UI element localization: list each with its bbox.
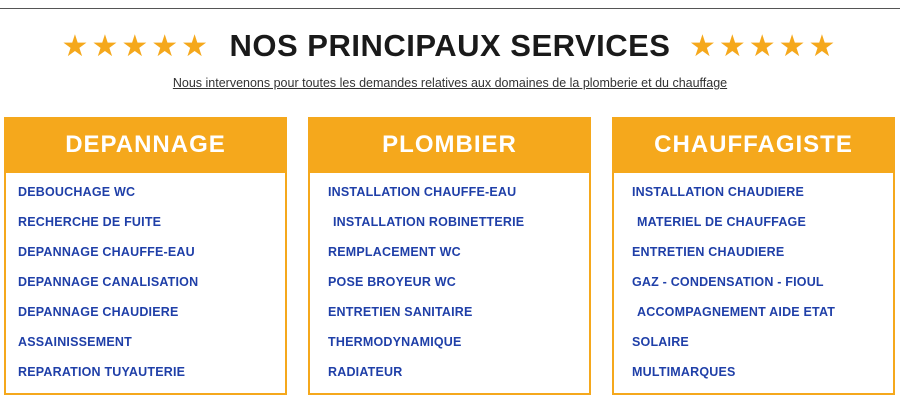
list-item[interactable]: THERMODYNAMIQUE <box>328 335 462 349</box>
page-title: NOS PRINCIPAUX SERVICES <box>229 28 671 63</box>
list-item[interactable]: ACCOMPAGNEMENT AIDE ETAT <box>637 305 836 319</box>
list-item[interactable]: MATERIEL DE CHAUFFAGE <box>637 215 807 229</box>
page-subtitle: Nous intervenons pour toutes les demandes relatives aux domaines de la plomberie et du chauffage <box>172 76 728 90</box>
service-card-depannage <box>4 117 287 395</box>
list-item[interactable]: DEBOUCHAGE WC <box>18 185 136 199</box>
list-item[interactable]: REMPLACEMENT WC <box>328 245 461 259</box>
service-card-plombier <box>308 117 591 395</box>
list-item[interactable]: SOLAIRE <box>632 335 689 349</box>
service-card-chauffagiste <box>612 117 895 395</box>
list-item[interactable]: ASSAINISSEMENT <box>18 335 132 349</box>
list-item[interactable]: INSTALLATION CHAUFFE-EAU <box>328 185 517 199</box>
service-columns <box>0 117 900 397</box>
list-item[interactable]: ENTRETIEN CHAUDIERE <box>632 245 785 259</box>
list-item[interactable]: INSTALLATION CHAUDIERE <box>632 185 804 199</box>
service-list <box>310 173 589 380</box>
page-title-row <box>0 28 900 64</box>
list-item[interactable]: INSTALLATION ROBINETTERIE <box>333 215 525 229</box>
top-divider <box>0 8 900 9</box>
list-item[interactable]: MULTIMARQUES <box>632 365 736 379</box>
list-item[interactable]: DEPANNAGE CHAUDIERE <box>18 305 179 319</box>
service-card-heading: CHAUFFAGISTE <box>614 119 893 173</box>
service-list <box>6 173 285 380</box>
list-item[interactable]: REPARATION TUYAUTERIE <box>18 365 186 379</box>
list-item[interactable]: RECHERCHE DE FUITE <box>18 215 162 229</box>
service-card-heading: PLOMBIER <box>310 119 589 173</box>
star-rating-left-icon: ★★★★★ <box>61 29 212 63</box>
star-rating-right-icon: ★★★★★ <box>688 29 839 63</box>
list-item[interactable]: RADIATEUR <box>328 365 403 379</box>
list-item[interactable]: DEPANNAGE CHAUFFE-EAU <box>18 245 195 259</box>
list-item[interactable]: DEPANNAGE CANALISATION <box>18 275 199 289</box>
list-item[interactable]: GAZ - CONDENSATION - FIOUL <box>632 275 824 289</box>
service-list <box>614 173 893 380</box>
service-card-heading: DEPANNAGE <box>6 119 285 173</box>
list-item[interactable]: ENTRETIEN SANITAIRE <box>328 305 473 319</box>
list-item[interactable]: POSE BROYEUR WC <box>328 275 457 289</box>
